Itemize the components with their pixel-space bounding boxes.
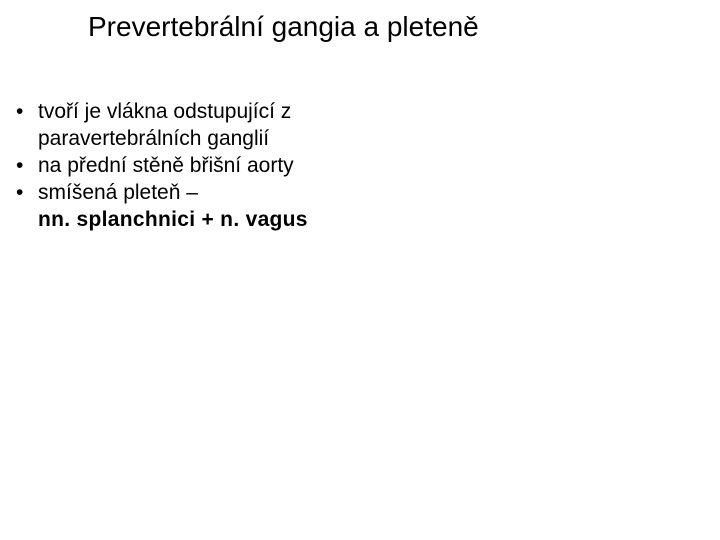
bullet-text-line: tvoří je vlákna odstupující z — [38, 100, 292, 123]
bullet-text-line: paravertebrálních ganglií — [38, 127, 270, 150]
slide-title: Prevertebrální gangia a pleteně — [88, 11, 479, 42]
bullet-item-location — [16, 152, 616, 179]
bullet-list — [16, 98, 616, 233]
bullet-text-line-bold: nn. splanchnici + n. vagus — [38, 208, 308, 231]
bullet-text-line: smíšená pleteň – — [38, 181, 198, 204]
bullet-icon: • — [16, 181, 24, 204]
bullet-icon: • — [16, 100, 24, 123]
bullet-icon: • — [16, 154, 24, 177]
bullet-text-line: na přední stěně břišní aorty — [38, 154, 294, 177]
bullet-item-composition — [16, 179, 616, 233]
bullet-item-origin — [16, 98, 616, 152]
